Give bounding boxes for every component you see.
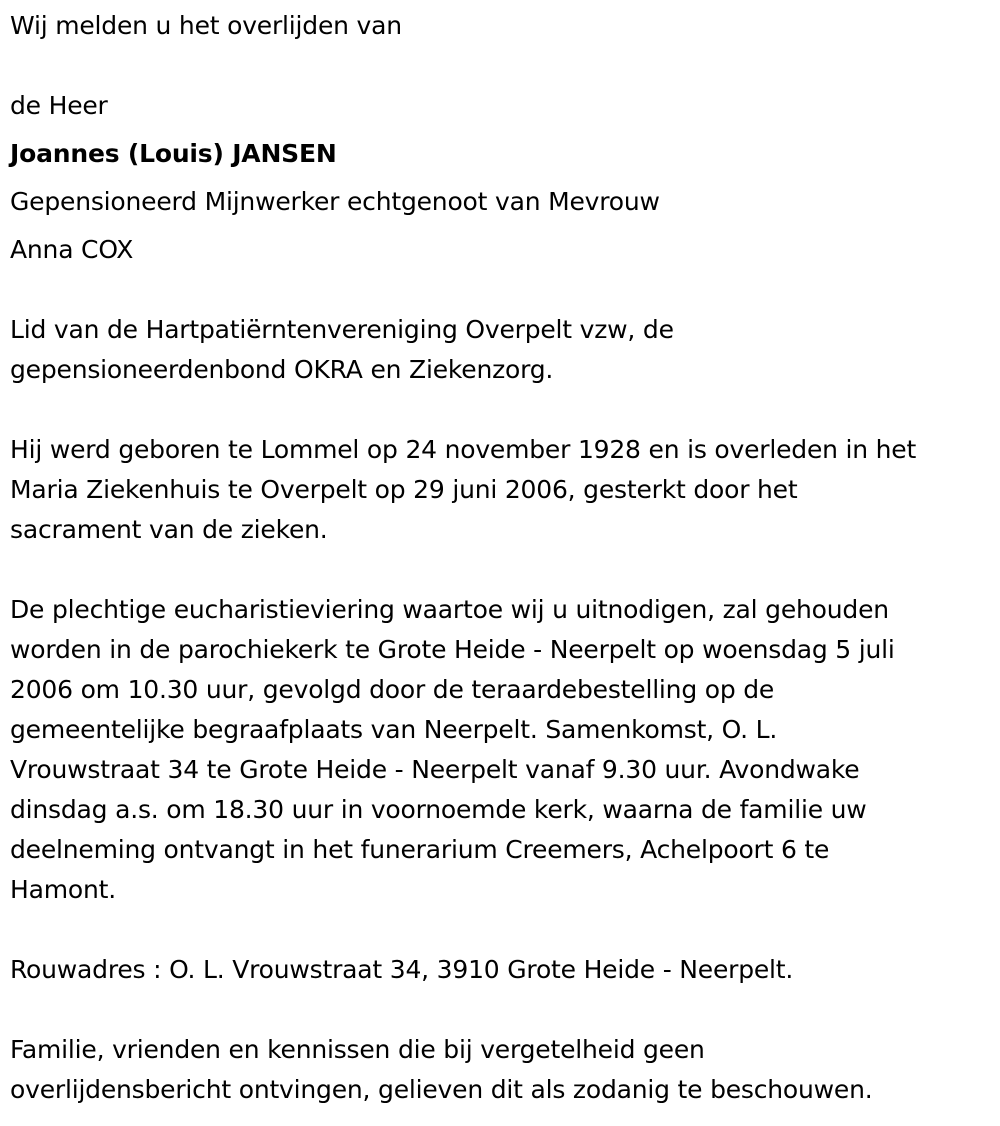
paragraph-line: Vrouwstraat 34 te Grote Heide - Neerpelt vanaf 9.30 uur. Avondwake	[10, 755, 860, 784]
paragraph-line: worden in de parochiekerk te Grote Heide - Neerpelt op woensdag 5 juli	[10, 635, 895, 664]
paragraph-line: gemeentelijke begraafplaats van Neerpelt. Samenkomst, O. L.	[10, 715, 778, 744]
mourning-address: Rouwadres : O. L. Vrouwstraat 34, 3910 Grote Heide - Neerpelt.	[10, 955, 794, 984]
intro-text: Wij melden u het overlijden van	[10, 11, 402, 40]
paragraph-line: gepensioneerdenbond OKRA en Ziekenzorg.	[10, 355, 554, 384]
spouse-name: Anna COX	[10, 235, 134, 264]
paragraph-line: dinsdag a.s. om 18.30 uur in voornoemde kerk, waarna de familie uw	[10, 795, 867, 824]
birth-death-paragraph	[10, 430, 916, 550]
paragraph-line: De plechtige eucharistieviering waartoe wij u uitnodigen, zal gehouden	[10, 595, 889, 624]
paragraph-line: Maria Ziekenhuis te Overpelt op 29 juni 2006, gesterkt door het	[10, 475, 798, 504]
paragraph-line: 2006 om 10.30 uur, gevolgd door de teraardebestelling op de	[10, 675, 775, 704]
paragraph-line: overlijdensbericht ontvingen, gelieven dit als zodanig te beschouwen.	[10, 1075, 873, 1104]
paragraph-line: Familie, vrienden en kennissen die bij vergetelheid geen	[10, 1035, 705, 1064]
paragraph-line: Hij werd geboren te Lommel op 24 november 1928 en is overleden in het	[10, 435, 917, 464]
paragraph-line: Hamont.	[10, 875, 116, 904]
paragraph-line: deelneming ontvangt in het funerarium Creemers, Achelpoort 6 te	[10, 835, 830, 864]
deceased-name: Joannes (Louis) JANSEN	[10, 139, 337, 168]
occupation-and-spouse: Gepensioneerd Mijnwerker echtgenoot van Mevrouw	[10, 187, 660, 216]
membership-paragraph	[10, 310, 674, 390]
honorific: de Heer	[10, 91, 108, 120]
paragraph-line: sacrament van de zieken.	[10, 515, 328, 544]
ceremony-paragraph	[10, 590, 895, 910]
paragraph-line: Lid van de Hartpatiërntenvereniging Overpelt vzw, de	[10, 315, 674, 344]
closing-paragraph	[10, 1030, 873, 1110]
address-paragraph	[10, 950, 793, 990]
